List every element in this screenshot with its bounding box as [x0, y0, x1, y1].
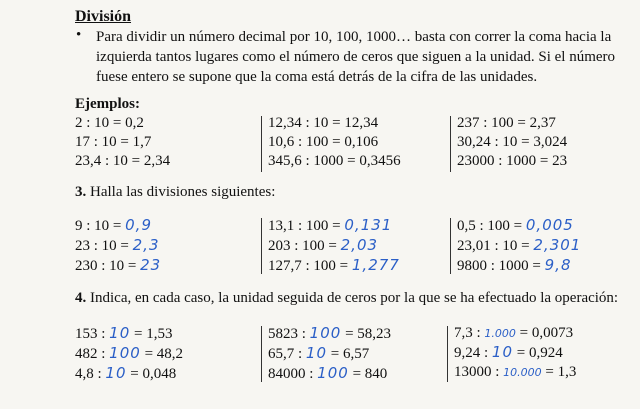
ex4-item	[75, 324, 183, 344]
handwritten-answer: 9,8	[544, 256, 572, 274]
handwritten-answer: 1,277	[351, 256, 400, 274]
question: 9 : 10 =	[75, 218, 122, 234]
question: 127,7 : 100 =	[268, 258, 349, 274]
ex3-item	[457, 236, 581, 256]
exercise-instruction: Indica, en cada caso, la unidad seguida de ceros por la que se ha efectuado la operación:	[90, 290, 619, 306]
dividend: 5823 :	[268, 326, 306, 342]
result: = 1,3	[545, 364, 577, 380]
ex3-item	[457, 256, 581, 276]
dividend: 9,24 :	[454, 345, 489, 361]
ex3-item	[75, 216, 161, 236]
exercise-instruction: Halla las divisiones siguientes:	[90, 184, 276, 200]
ex4-col-2	[268, 324, 391, 384]
ex3-item	[75, 236, 161, 256]
result: = 58,23	[345, 326, 392, 342]
ex3-item	[268, 236, 400, 256]
examples-col-3	[457, 114, 567, 171]
handwritten-answer: 0,131	[344, 216, 393, 234]
example-item: 23000 : 1000 = 23	[457, 153, 568, 169]
handwritten-answer: 10	[105, 364, 127, 382]
question: 230 : 10 =	[75, 258, 137, 274]
exercise-3-heading	[75, 184, 275, 201]
column-divider	[261, 116, 262, 172]
column-divider	[447, 326, 448, 382]
column-divider	[261, 326, 262, 382]
dividend: 65,7 :	[268, 346, 303, 362]
dividend: 4,8 :	[75, 366, 102, 382]
question: 9800 : 1000 =	[457, 258, 541, 274]
question: 23 : 10 =	[75, 238, 129, 254]
column-divider	[450, 218, 451, 274]
handwritten-answer: 1.000	[484, 327, 516, 340]
column-divider	[261, 218, 262, 274]
ex3-col-1	[75, 216, 161, 276]
result: = 840	[352, 366, 388, 382]
exercise-number: 3.	[75, 184, 87, 200]
example-item: 237 : 100 = 2,37	[457, 115, 556, 131]
question: 23,01 : 10 =	[457, 238, 530, 254]
examples-heading: Ejemplos:	[75, 96, 140, 112]
ex4-col-3	[454, 324, 576, 382]
handwritten-answer: 2,03	[340, 236, 379, 254]
dividend: 153 :	[75, 326, 106, 342]
rule-line: izquierda tantos lugares como el número de ceros que siguen a la unidad. Si el número	[96, 49, 616, 65]
question: 13,1 : 100 =	[268, 218, 341, 234]
ex3-item	[268, 256, 400, 276]
rule-paragraph	[96, 27, 616, 87]
question: 203 : 100 =	[268, 238, 337, 254]
example-item: 17 : 10 = 1,7	[75, 134, 152, 150]
bullet-icon: •	[76, 27, 82, 43]
section-title: División	[75, 8, 132, 25]
examples-col-2	[268, 114, 401, 171]
ex3-col-2	[268, 216, 400, 276]
handwritten-answer: 100	[309, 324, 342, 342]
handwritten-answer: 23	[140, 256, 162, 274]
dividend: 482 :	[75, 346, 106, 362]
column-divider	[450, 116, 451, 172]
ex3-col-3	[457, 216, 581, 276]
result: = 0,0073	[519, 325, 574, 341]
handwritten-answer: 0,9	[125, 216, 152, 234]
result: = 48,2	[144, 346, 184, 362]
handwritten-answer: 100	[317, 364, 349, 382]
handwritten-answer: 10	[109, 324, 131, 342]
ex3-item	[457, 216, 581, 236]
example-item: 23,4 : 10 = 2,34	[75, 153, 171, 169]
ex4-item	[454, 363, 576, 382]
handwritten-answer: 10	[305, 344, 328, 362]
ex4-item	[268, 344, 391, 364]
dividend: 84000 :	[268, 366, 314, 382]
examples-col-1	[75, 114, 170, 171]
question: 0,5 : 100 =	[457, 218, 523, 234]
ex3-item	[75, 256, 161, 276]
ex4-col-1	[75, 324, 183, 384]
rule-line: fuese entero se supone que la coma está detrás de la cifra de las unidades.	[96, 69, 538, 85]
exercise-number: 4.	[75, 290, 87, 306]
example-item: 10,6 : 100 = 0,106	[268, 134, 379, 150]
ex4-item	[268, 364, 391, 384]
rule-line: Para dividir un número decimal por 10, 100, 1000… basta con correr la coma hacia la	[96, 29, 612, 45]
ex4-item	[454, 343, 576, 363]
result: = 0,924	[516, 345, 563, 361]
result: = 0,048	[130, 366, 177, 382]
example-item: 2 : 10 = 0,2	[75, 115, 144, 131]
example-item: 30,24 : 10 = 3,024	[457, 134, 568, 150]
ex4-item	[75, 364, 183, 384]
handwritten-answer: 10	[491, 343, 514, 361]
result: = 1,53	[134, 326, 173, 342]
example-item: 345,6 : 1000 = 0,3456	[268, 153, 401, 169]
result: = 6,57	[330, 346, 370, 362]
example-item: 12,34 : 10 = 12,34	[268, 115, 379, 131]
ex4-item	[75, 344, 183, 364]
exercise-4-heading	[75, 290, 618, 307]
ex4-item	[268, 324, 391, 344]
handwritten-answer: 0,005	[525, 216, 574, 234]
dividend: 7,3 :	[454, 325, 481, 341]
handwritten-answer: 100	[109, 344, 141, 362]
handwritten-answer: 2,301	[533, 236, 582, 254]
handwritten-answer: 10.000	[503, 366, 542, 379]
ex4-item	[454, 324, 576, 343]
dividend: 13000 :	[454, 364, 500, 380]
handwritten-answer: 2,3	[132, 236, 160, 254]
ex3-item	[268, 216, 400, 236]
